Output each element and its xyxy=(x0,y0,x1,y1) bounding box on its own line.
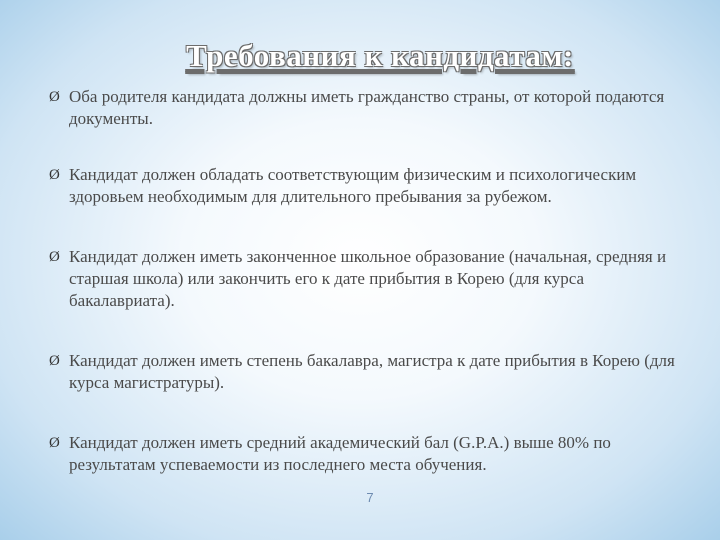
arrow-bullet-icon: Ø xyxy=(49,435,60,451)
list-item-text: Оба родителя кандидата должны иметь гражданство страны, от которой подаются документы. xyxy=(69,87,665,128)
list-item xyxy=(47,432,687,476)
list-item xyxy=(47,164,687,208)
arrow-bullet-icon: Ø xyxy=(49,249,60,265)
arrow-bullet-icon: Ø xyxy=(49,89,60,105)
list-item-text: Кандидат должен иметь степень бакалавра, магистра к дате прибытия в Корею (для курса магистратуры). xyxy=(69,351,675,392)
list-item-text: Кандидат должен иметь законченное школьное образование (начальная, средняя и старшая школа) или закончить его к дате прибытия в Корею (для курса бакалавриата). xyxy=(69,247,667,310)
list-item xyxy=(47,86,687,130)
arrow-bullet-icon: Ø xyxy=(49,167,60,183)
requirements-list xyxy=(47,86,687,476)
list-item-text: Кандидат должен обладать соответствующим физическим и психологическим здоровьем необходимым для длительного пребывания за рубежом. xyxy=(69,165,637,206)
arrow-bullet-icon: Ø xyxy=(49,353,60,369)
list-item xyxy=(47,350,687,394)
slide-title: Требования к кандидатам: xyxy=(186,38,574,73)
page-number: 7 xyxy=(366,490,374,505)
list-item xyxy=(47,246,687,312)
list-item-text: Кандидат должен иметь средний академический бал (G.P.A.) выше 80% по результатам успеваемости из последнего места обучения. xyxy=(69,433,611,474)
